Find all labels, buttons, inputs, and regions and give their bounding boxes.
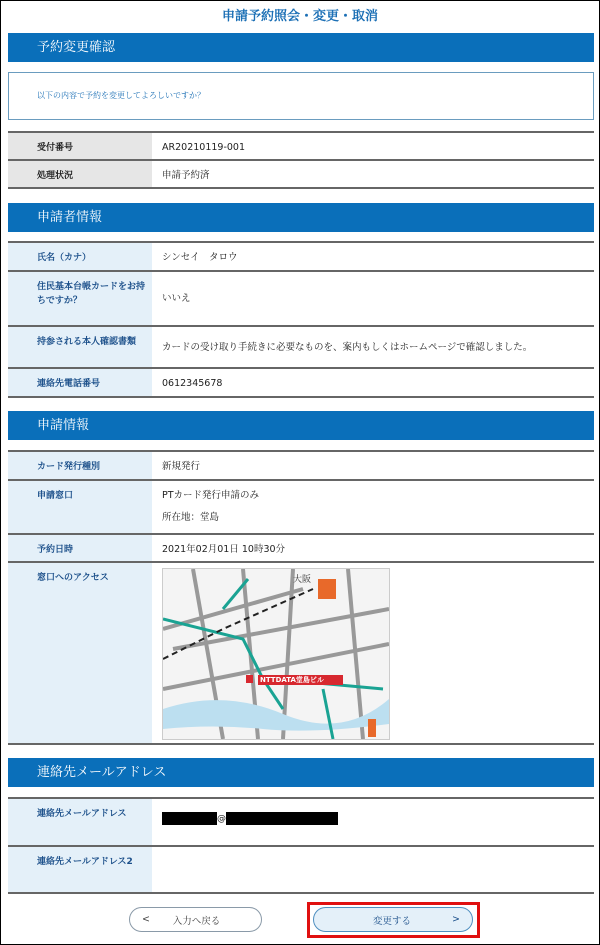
applicant-table — [8, 241, 594, 398]
row-label: 連絡先メールアドレス — [8, 799, 152, 845]
row-value: 新規発行 — [162, 461, 201, 472]
email-table — [8, 797, 594, 894]
back-button[interactable] — [129, 907, 262, 932]
row-value — [152, 563, 594, 743]
window-location: 所在地：堂島 — [162, 512, 220, 523]
row-value: シンセイ タロウ — [162, 252, 238, 263]
section-header-application: 申請情報 — [8, 411, 594, 440]
row-label: 連絡先電話番号 — [8, 369, 152, 396]
row-value — [152, 799, 594, 845]
status-table — [8, 131, 594, 189]
row-label: 申請窓口 — [8, 481, 152, 533]
row-label: 氏名（カナ） — [8, 243, 152, 270]
table-row — [8, 369, 594, 398]
map-graphic — [163, 569, 389, 739]
table-row — [8, 133, 594, 161]
highlight-box — [307, 902, 480, 938]
window-name: PTカード発行申請のみ — [162, 490, 260, 501]
access-map — [162, 568, 390, 740]
row-label: 持参される本人確認書類 — [8, 327, 152, 367]
at-sign: @ — [217, 814, 226, 824]
table-row — [8, 161, 594, 189]
redacted-domain — [226, 812, 338, 825]
row-value — [152, 847, 594, 892]
table-row — [8, 481, 594, 535]
row-value: カードの受け取り手続きに必要なものを、案内もしくはホームページで確認しました。 — [162, 342, 533, 353]
row-value — [152, 481, 594, 533]
row-label: 連絡先メールアドレス2 — [8, 847, 152, 892]
table-row — [8, 563, 594, 745]
map-area-label: 大阪 — [293, 575, 312, 585]
row-value: いいえ — [162, 293, 191, 304]
chevron-right-icon: > — [452, 914, 460, 925]
table-row — [8, 327, 594, 369]
row-value: AR20210119-001 — [162, 142, 246, 153]
row-label: 予約日時 — [8, 535, 152, 561]
row-label: 住民基本台帳カードをお持ちですか？ — [8, 272, 152, 325]
map-building-label: NTTDATA堂島ビル — [260, 676, 324, 684]
back-label: 入力へ戻る — [172, 915, 221, 927]
row-label: カード発行種別 — [8, 452, 152, 479]
row-label: 窓口へのアクセス — [8, 563, 152, 743]
table-row — [8, 452, 594, 481]
confirm-message: 以下の内容で予約を変更してよろしいですか？ — [8, 72, 594, 120]
table-row — [8, 272, 594, 327]
section-header-applicant: 申請者情報 — [8, 203, 594, 232]
row-value: 申請予約済 — [162, 170, 210, 181]
redacted-local-part — [162, 812, 217, 825]
table-row — [8, 799, 594, 847]
page-title: 申請予約照会・変更・取消 — [221, 9, 378, 24]
row-label: 受付番号 — [8, 133, 152, 159]
table-row — [8, 535, 594, 563]
table-row — [8, 847, 594, 894]
table-row — [8, 243, 594, 272]
section-header-email: 連絡先メールアドレス — [8, 758, 594, 787]
application-table — [8, 450, 594, 745]
row-value: 0612345678 — [162, 378, 223, 389]
row-label: 処理状況 — [8, 161, 152, 187]
section-header-confirm: 予約変更確認 — [8, 33, 594, 62]
chevron-left-icon: < — [142, 914, 150, 925]
row-value: 2021年02月01日 10時30分 — [162, 544, 286, 555]
change-label: 変更する — [373, 915, 412, 927]
